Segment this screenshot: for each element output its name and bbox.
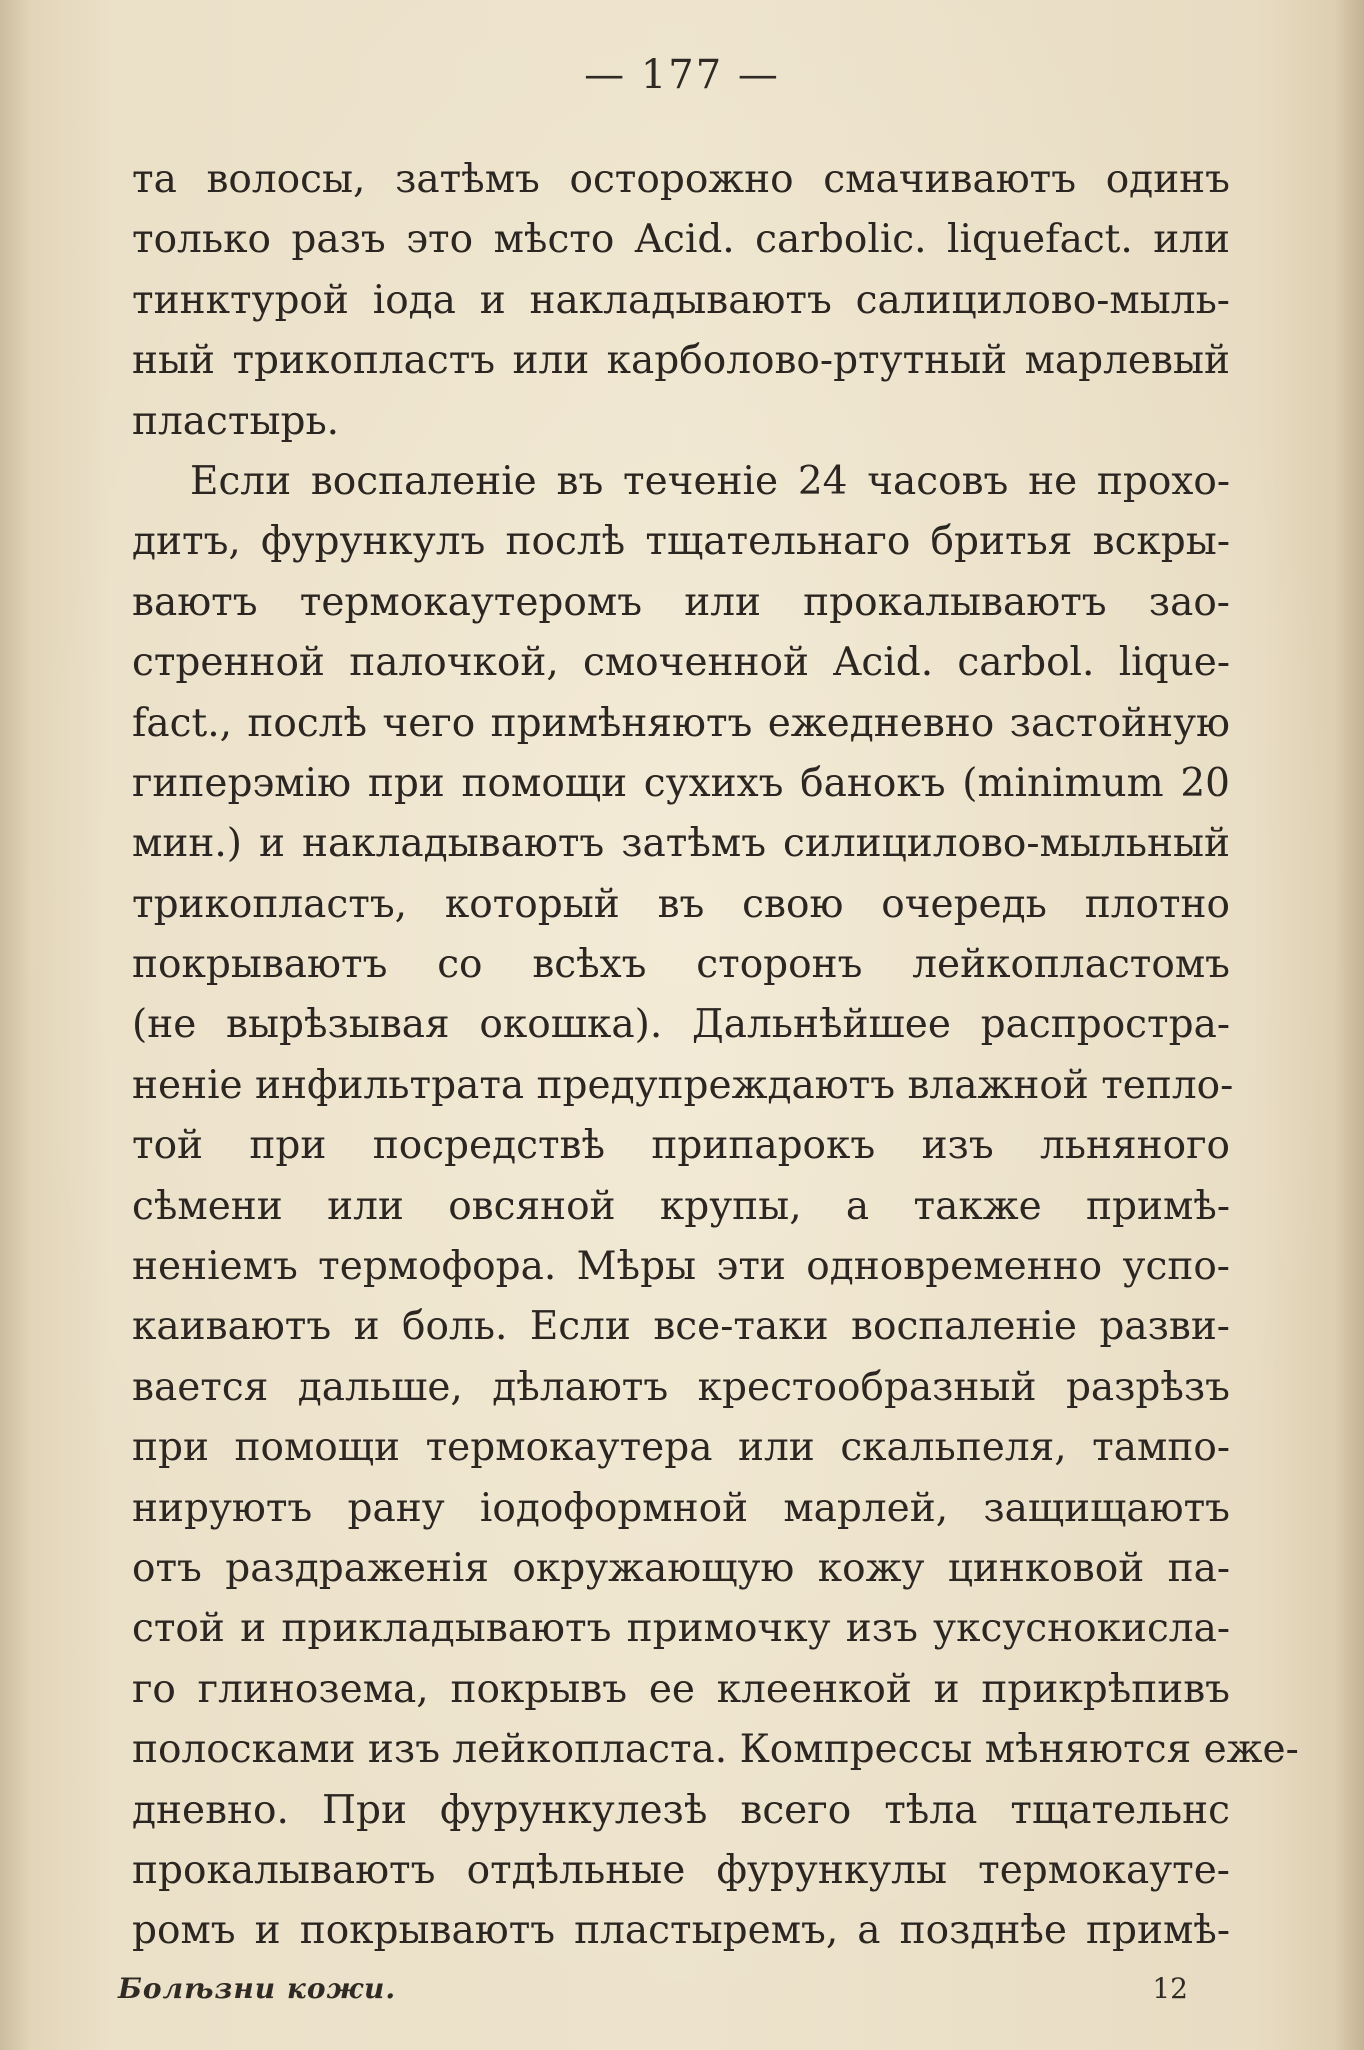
left-edge-shadow bbox=[0, 0, 30, 2050]
text-line: (не вырѣзывая окошка). Дальнѣйшее распростра- bbox=[132, 1002, 1230, 1048]
text-line: трикопластъ, который въ свою очередь плотно bbox=[132, 881, 1230, 927]
body-text bbox=[132, 150, 1299, 1962]
text-line: тинктурой іода и накладываютъ салицилово-мыль- bbox=[132, 277, 1230, 323]
text-line: каиваютъ и боль. Если все-таки воспаленіе разви- bbox=[132, 1304, 1230, 1350]
text-line: отъ раздраженія окружающую кожу цинковой па- bbox=[132, 1545, 1230, 1591]
text-line: покрываютъ со всѣхъ сторонъ лейкопластомъ bbox=[132, 942, 1230, 988]
text-line: мин.) и накладываютъ затѣмъ силицилово-мыльный bbox=[132, 821, 1230, 867]
text-line: неніемъ термофора. Мѣры эти одновременно успо- bbox=[132, 1244, 1230, 1290]
right-edge-shadow bbox=[1334, 0, 1364, 2050]
text-line: стой и прикладываютъ примочку изъ уксуснокисла- bbox=[132, 1606, 1230, 1652]
page-number: — 177 — bbox=[584, 52, 780, 98]
text-line: стренной палочкой, смоченной Acid. carbol. lique- bbox=[132, 640, 1230, 686]
text-line: нируютъ рану іодоформной марлей, защищаютъ bbox=[132, 1485, 1230, 1531]
text-line: при помощи термокаутера или скальпеля, тампо- bbox=[132, 1425, 1230, 1471]
text-line: сѣмени или овсяной крупы, а также примѣ- bbox=[132, 1183, 1230, 1229]
page-footer bbox=[118, 1972, 1188, 2005]
text-line: го глинозема, покрывъ ее клеенкой и прикрѣпивъ bbox=[132, 1666, 1230, 1712]
text-line: вается дальше, дѣлаютъ крестообразный разрѣзъ bbox=[132, 1364, 1230, 1410]
text-line: неніе инфильтрата предупреждаютъ влажной тепло- bbox=[132, 1062, 1234, 1108]
text-line: Если воспаленіе въ теченіе 24 часовъ не прохо- bbox=[190, 458, 1230, 504]
text-line: той при посредствѣ припарокъ изъ льняного bbox=[132, 1123, 1230, 1169]
text-line: прокалываютъ отдѣльные фурункулы термокауте- bbox=[132, 1847, 1230, 1893]
text-line: ромъ и покрываютъ пластыремъ, а позднѣе примѣ- bbox=[132, 1908, 1230, 1954]
text-line: ваютъ термокаутеромъ или прокалываютъ зао- bbox=[132, 579, 1230, 625]
text-line: полосками изъ лейкопласта. Компрессы мѣняются еже- bbox=[132, 1727, 1299, 1773]
text-line: fact., послѣ чего примѣняютъ ежедневно застойную bbox=[132, 700, 1230, 746]
text-line: ный трикопластъ или карболово-ртутный марлевый bbox=[132, 338, 1230, 384]
text-line: дневно. При фурункулезѣ всего тѣла тщательнс bbox=[132, 1787, 1230, 1833]
text-line: только разъ это мѣсто Acid. carbolic. liquefact. или bbox=[132, 217, 1230, 263]
sheet-number: 12 bbox=[1152, 1972, 1188, 2005]
text-line: дитъ, фурункулъ послѣ тщательнаго бритья вскры- bbox=[132, 519, 1230, 565]
signature-mark: Болѣзни кожи. bbox=[118, 1972, 397, 2005]
text-line: пластырь. bbox=[132, 398, 340, 444]
text-line: гиперэмію при помощи сухихъ банокъ (minimum 20 bbox=[132, 760, 1230, 806]
text-line: та волосы, затѣмъ осторожно смачиваютъ одинъ bbox=[132, 157, 1230, 202]
